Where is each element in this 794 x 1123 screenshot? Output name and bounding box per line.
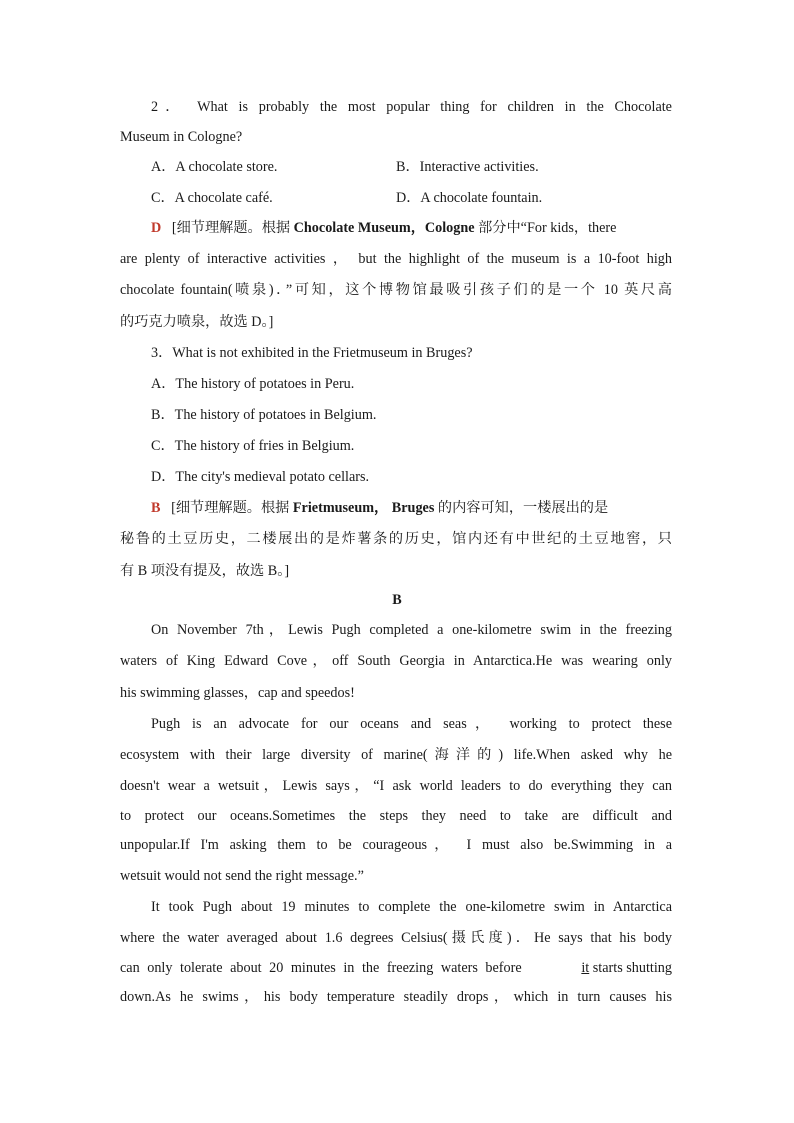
section-title: B (392, 592, 402, 608)
question-3-answer-letter: B (151, 500, 161, 516)
question-2-exp-suffix: 部分中“For kids，there (474, 220, 617, 236)
question-2-option-a: A．A chocolate store. (151, 159, 278, 175)
passage-p2-line6: wetsuit would not send the right message.” (120, 868, 364, 884)
passage-p3-line3-post: starts shutting (589, 960, 672, 976)
passage-p2-line4: to protect our oceans.Sometimes the steps they need to take are difficult and (120, 808, 672, 824)
question-2-option-d: D．A chocolate fountain. (396, 190, 543, 206)
question-3-exp-bold: Frietmuseum， Bruges (292, 500, 435, 516)
question-2-stem-line2: Museum in Cologne? (120, 129, 243, 145)
passage-p2-line1: Pugh is an advocate for our oceans and seas， working to protect these (151, 716, 672, 732)
question-3-stem: 3．What is not exhibited in the Frietmuseum in Bruges? (151, 345, 473, 361)
question-3-option-b: B．The history of potatoes in Belgium. (151, 407, 377, 423)
question-3-option-a: A．The history of potatoes in Peru. (151, 376, 355, 392)
passage-p3-line4: down.As he swims，his body temperature steadily drops，which in turn causes his (120, 989, 672, 1005)
question-2-option-c: C．A chocolate café. (151, 190, 273, 206)
question-3-exp-prefix: [细节理解题。根据 (171, 500, 293, 516)
passage-p3-line3 (120, 959, 672, 977)
passage-p1-line2: waters of King Edward Cove，off South Georgia in Antarctica.He was wearing only (120, 653, 672, 669)
question-3-explanation-line2: 秘鲁的土豆历史，二楼展出的是炸薯条的历史，馆内还有中世纪的土豆地窖，只 (120, 531, 672, 547)
question-2-explanation-line1 (151, 219, 616, 237)
passage-p1-line3: his swimming glasses，cap and speedos! (120, 685, 355, 701)
question-2-answer-letter: D (151, 220, 162, 236)
question-3-option-c: C．The history of fries in Belgium. (151, 438, 355, 454)
question-2-explanation-line2: are plenty of interactive activities ， but the highlight of the museum is a 10-foot high (120, 251, 672, 267)
passage-p3-line1: It took Pugh about 19 minutes to complete the one-kilometre swim in Antarctica (151, 899, 672, 915)
passage-p3-line2: where the water averaged about 1.6 degrees Celsius(摄氏度)．He says that his body (120, 930, 672, 946)
question-3-exp-suffix: 的内容可知，一楼展出的是 (434, 500, 609, 516)
question-2-exp-prefix: [细节理解题。根据 (171, 220, 294, 236)
passage-p2-line3: doesn't wear a wetsuit，Lewis says，“I ask world leaders to do everything they can (120, 778, 672, 794)
underlined-pronoun: it (581, 960, 590, 976)
passage-p2-line2: ecosystem with their large diversity of marine(海洋的) life.When asked why he (120, 747, 672, 763)
question-2-explanation-line3: chocolate fountain(喷泉)．”可知，这个博物馆最吸引孩子们的是一个 10 英尺高 (120, 282, 672, 298)
question-3-explanation-line1 (151, 499, 608, 517)
passage-p1-line1: On November 7th，Lewis Pugh completed a one-kilometre swim in the freezing (151, 622, 672, 638)
question-2-option-b: B．Interactive activities. (396, 159, 539, 175)
question-2-stem-line1: 2． What is probably the most popular thing for children in the Chocolate (151, 99, 672, 115)
question-2-explanation-line4: 的巧克力喷泉，故选 D。] (120, 314, 274, 330)
passage-p2-line5: unpopular.If I'm asking them to be courageous， I must also be.Swimming in a (120, 837, 672, 853)
passage-p3-line3-pre: can only tolerate about 20 minutes in the freezing waters before (120, 960, 522, 976)
question-2-exp-bold: Chocolate Museum，Cologne (293, 220, 475, 236)
question-3-option-d: D．The city's medieval potato cellars. (151, 469, 370, 485)
question-3-explanation-line3: 有 B 项没有提及，故选 B。] (120, 563, 290, 579)
